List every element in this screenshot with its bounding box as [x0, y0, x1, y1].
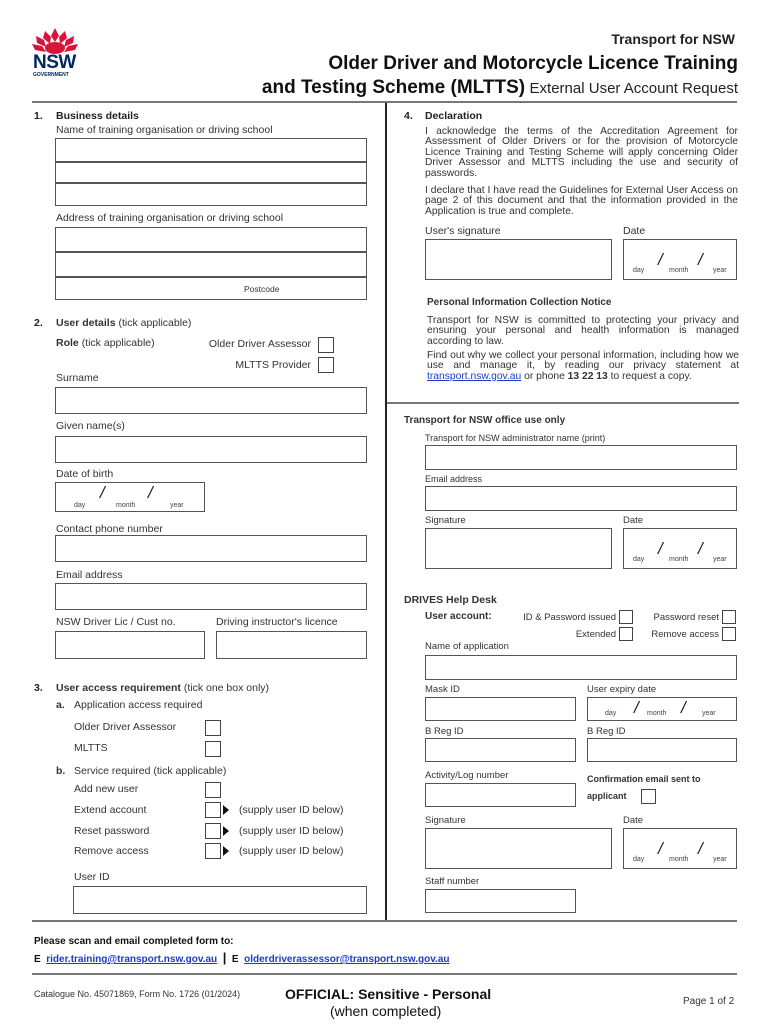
privacy-para-2 [427, 351, 739, 382]
activity-field[interactable] [425, 783, 576, 807]
agency-name: Transport for NSW [611, 31, 735, 47]
section3a-title: Application access required [74, 699, 203, 711]
role-label: Role [56, 337, 79, 349]
form-title-scheme: and Testing Scheme (MLTTS) [261, 77, 526, 98]
user-signature-field[interactable] [425, 239, 612, 280]
supply-note-reset: (supply user ID below) [239, 825, 344, 837]
drives-date-field[interactable] [623, 828, 737, 869]
section3b-title: Service required (tick applicable) [74, 765, 227, 777]
postcode-label: Postcode [244, 284, 280, 294]
date-month: month [669, 556, 689, 563]
section1-title: Business details [56, 110, 139, 122]
privacy-divider [387, 402, 739, 404]
org-name-field[interactable] [55, 138, 367, 206]
section2-title-row [56, 317, 191, 329]
column-divider [385, 103, 387, 920]
mask-id-label: Mask ID [425, 684, 460, 695]
confirmation-label-2: applicant [587, 791, 627, 801]
dob-slash-2: / [148, 483, 153, 502]
office-email-label: Email address [425, 474, 483, 484]
privacy-phone: 13 22 13 [567, 370, 608, 382]
dob-field[interactable] [55, 482, 205, 512]
dob-day: day [74, 502, 86, 509]
account-remove-access-checkbox[interactable] [722, 627, 736, 641]
breg-id-label: B Reg ID [425, 726, 464, 737]
account-reset-label: Password reset [653, 612, 719, 623]
breg-id-label-2: B Reg ID [587, 726, 626, 737]
email-separator: | [222, 950, 227, 965]
logo-nsw-text: NSW [33, 52, 76, 73]
section4-title: Declaration [425, 110, 483, 122]
classification-label: OFFICIAL: Sensitive - Personal [285, 986, 492, 1002]
declaration-para-2: I declare that I have read the Guidelines for External User Access on page 2 of this document and that the information provided in the Application is true and complete. [425, 185, 738, 217]
date-slash-1: / [658, 250, 663, 269]
access-oda-label: Older Driver Assessor [74, 721, 177, 733]
page-number: Page 1 of 2 [683, 996, 735, 1007]
instructor-licence-field[interactable] [216, 631, 367, 659]
privacy-text-a: Find out why we collect your personal information, including how we use and manage it, by reading our privacy statement at [427, 350, 739, 372]
date-slash-2: / [681, 698, 686, 717]
drives-title: DRIVES Help Desk [404, 594, 497, 606]
given-name-label: Given name(s) [56, 420, 125, 432]
footer-divider [32, 973, 737, 975]
expiry-date-field[interactable] [587, 697, 737, 721]
phone-field[interactable] [55, 535, 367, 562]
declaration-para-1: I acknowledge the terms of the Accreditation Agreement for Assessment of Older Drivers or for the provision of Motorcycle Licence Training and Testing Scheme will apply concerning Older Driver Assessor and MLTTS including the use and security of passwords. [425, 126, 738, 179]
given-name-field[interactable] [55, 436, 367, 463]
user-account-label: User account: [425, 611, 492, 622]
supply-note-extend: (supply user ID below) [239, 804, 344, 816]
breg-id-field[interactable] [425, 738, 576, 762]
waratah-icon [30, 28, 80, 54]
role-option-mltts-label: MLTTS Provider [235, 359, 311, 371]
app-name-field[interactable] [425, 655, 737, 680]
date-slash-2: / [698, 250, 703, 269]
privacy-text-b: or phone [524, 370, 565, 382]
older-driver-assessor-email-link[interactable]: olderdriverassessor@transport.nsw.gov.au [244, 954, 450, 965]
instructor-licence-label: Driving instructor's licence [216, 616, 338, 628]
user-id-label: User ID [74, 871, 110, 883]
licence-label: NSW Driver Lic / Cust no. [56, 616, 176, 628]
privacy-text-c: to request a copy. [610, 370, 692, 382]
dob-year: year [170, 502, 184, 509]
section3-title: User access requirement [56, 682, 181, 694]
role-label-row [56, 337, 155, 349]
user-date-field[interactable] [623, 239, 737, 280]
service-add-label: Add new user [74, 783, 139, 795]
body-bottom-divider [32, 920, 737, 922]
date-month: month [647, 710, 667, 717]
privacy-para-1: Transport for NSW is committed to protecting your privacy and ensuring your personal and health information is managed according to law. [427, 315, 739, 347]
breg-id-field-2[interactable] [587, 738, 737, 762]
account-issued-label: ID & Password issued [523, 612, 616, 623]
access-older-driver-assessor-checkbox[interactable] [205, 720, 221, 736]
confirmation-email-checkbox[interactable] [641, 789, 656, 804]
service-reset-label: Reset password [74, 825, 150, 837]
surname-field[interactable] [55, 387, 367, 414]
section2-note: (tick applicable) [118, 317, 192, 329]
classification-note: (when completed) [330, 1003, 442, 1019]
date-year: year [713, 856, 727, 863]
drives-signature-label: Signature [425, 815, 466, 826]
drives-date-label: Date [623, 815, 644, 826]
section3-note: (tick one box only) [183, 682, 270, 694]
access-mltts-checkbox[interactable] [205, 741, 221, 757]
org-name-label: Name of training organisation or driving school [56, 124, 273, 136]
section3b-letter: b. [56, 765, 66, 777]
nsw-government-logo [30, 28, 80, 78]
form-title-line2 [262, 77, 738, 99]
office-date-label: Date [623, 515, 644, 526]
org-address-field[interactable] [55, 227, 367, 300]
account-extended-label: Extended [575, 629, 616, 640]
catalogue-number: Catalogue No. 45071869, Form No. 1726 (01/2024) [34, 989, 241, 999]
user-signature-label: User's signature [425, 225, 501, 237]
section2-title: User details [56, 317, 116, 329]
email-field[interactable] [55, 583, 367, 610]
section3a-letter: a. [56, 699, 65, 711]
licence-field[interactable] [55, 631, 205, 659]
service-extend-account-checkbox[interactable] [205, 802, 221, 818]
confirmation-label-1: Confirmation email sent to [587, 774, 701, 784]
account-id-password-issued-checkbox[interactable] [619, 610, 633, 624]
email-prefix-1: E [34, 954, 41, 965]
arrow-right-icon [223, 805, 229, 815]
mask-id-field[interactable] [425, 697, 576, 721]
logo-government-text: GOVERNMENT [33, 72, 69, 78]
address-line-1 [56, 251, 366, 253]
date-slash-1: / [634, 698, 639, 717]
role-mltts-provider-checkbox[interactable] [318, 357, 334, 373]
account-remove-label: Remove access [651, 629, 719, 640]
org-address-label: Address of training organisation or driving school [56, 212, 284, 224]
date-year: year [713, 267, 727, 274]
office-signature-field[interactable] [425, 528, 612, 569]
office-signature-label: Signature [425, 515, 466, 526]
date-slash-1: / [658, 839, 663, 858]
staff-number-label: Staff number [425, 876, 480, 887]
phone-label: Contact phone number [56, 523, 163, 535]
date-slash-2: / [698, 539, 703, 558]
dob-slash-1: / [100, 483, 105, 502]
section2-number: 2. [34, 317, 43, 329]
arrow-right-icon [223, 826, 229, 836]
email-prefix-2: E [231, 954, 239, 965]
date-year: year [702, 710, 716, 717]
drives-signature-field[interactable] [425, 828, 612, 869]
account-password-reset-checkbox[interactable] [722, 610, 736, 624]
office-title: Transport for NSW office use only [404, 415, 566, 426]
app-name-label: Name of application [425, 641, 509, 652]
role-option-ODA-label: Older Driver Assessor [208, 338, 311, 350]
admin-name-field[interactable] [425, 445, 737, 470]
date-day: day [633, 856, 645, 863]
footer-emails [34, 950, 450, 965]
date-year: year [713, 556, 727, 563]
date-month: month [669, 856, 689, 863]
user-date-label: Date [623, 225, 646, 237]
expiry-label: User expiry date [587, 684, 657, 695]
service-remove-label: Remove access [74, 845, 149, 857]
user-id-field[interactable] [73, 886, 367, 914]
dob-label: Date of birth [56, 468, 114, 480]
account-extended-checkbox[interactable] [619, 627, 633, 641]
form-subtitle: External User Account Request [529, 80, 738, 97]
role-note: (tick applicable) [81, 337, 155, 349]
org-name-line-1 [56, 161, 366, 163]
office-email-field[interactable] [425, 486, 737, 511]
arrow-right-icon [223, 846, 229, 856]
office-date-field[interactable] [623, 528, 737, 569]
rider-training-email-link[interactable]: rider.training@transport.nsw.gov.au [46, 954, 218, 965]
access-mltts-label: MLTTS [74, 742, 108, 754]
section1-number: 1. [34, 110, 43, 122]
surname-label: Surname [56, 372, 99, 384]
date-slash-1: / [658, 539, 663, 558]
date-day: day [633, 267, 645, 274]
service-extend-label: Extend account [74, 804, 147, 816]
date-slash-2: / [698, 839, 703, 858]
staff-number-field[interactable] [425, 889, 576, 913]
date-day: day [605, 710, 617, 717]
date-day: day [633, 556, 645, 563]
form-title-line1: Older Driver and Motorcycle Licence Training [328, 53, 738, 74]
supply-note-remove: (supply user ID below) [239, 845, 344, 857]
privacy-title: Personal Information Collection Notice [427, 297, 612, 308]
activity-label: Activity/Log number [425, 770, 509, 781]
dob-month: month [116, 502, 136, 509]
email-label: Email address [56, 569, 123, 581]
privacy-link[interactable]: transport.nsw.gov.au [427, 370, 522, 382]
section3-number: 3. [34, 682, 43, 694]
address-line-2 [56, 276, 366, 278]
section4-number: 4. [404, 110, 413, 122]
footer-instruction: Please scan and email completed form to: [34, 936, 234, 947]
date-month: month [669, 267, 689, 274]
admin-name-label: Transport for NSW administrator name (print) [425, 433, 606, 443]
service-reset-password-checkbox[interactable] [205, 823, 221, 839]
role-older-driver-assessor-checkbox[interactable] [318, 337, 334, 353]
service-remove-access-checkbox[interactable] [205, 843, 221, 859]
section3-title-row [56, 682, 269, 694]
service-add-new-user-checkbox[interactable] [205, 782, 221, 798]
org-name-line-2 [56, 182, 366, 184]
